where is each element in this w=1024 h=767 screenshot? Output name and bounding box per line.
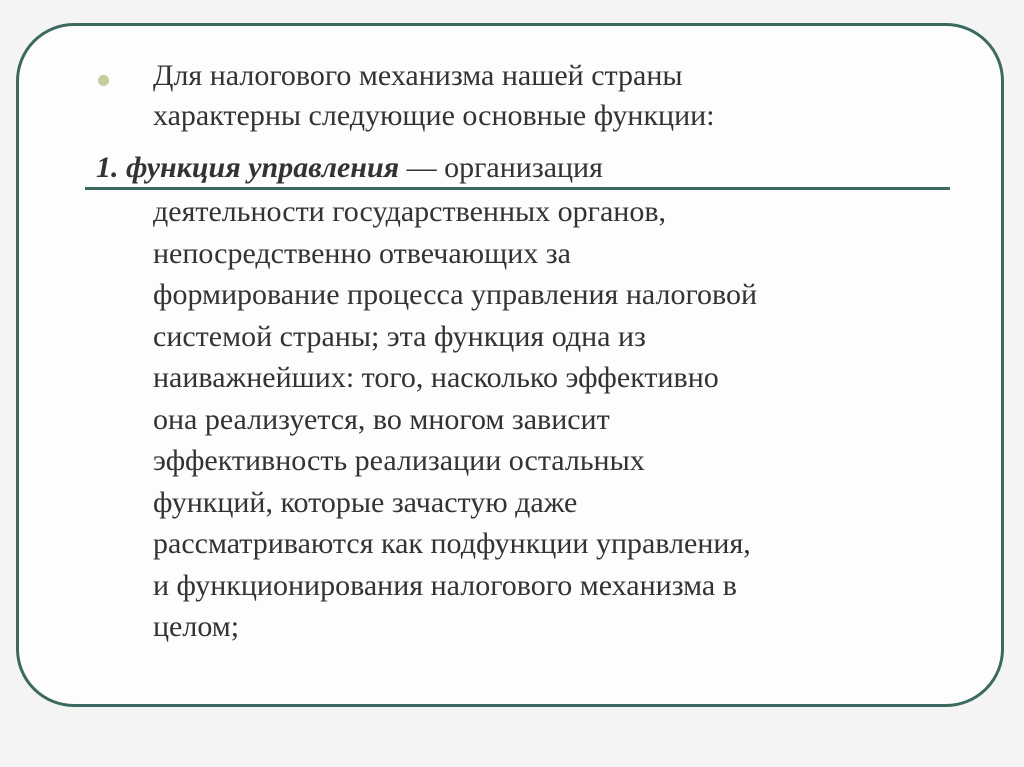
body-line: формирование процесса управления налоговой xyxy=(153,278,758,311)
heading-title: функция управления xyxy=(126,151,400,184)
body-line: рассматриваются как подфункции управления, xyxy=(153,527,751,560)
heading-number: 1. xyxy=(96,151,119,184)
round-bullet-icon xyxy=(98,75,109,86)
function-heading xyxy=(96,148,956,188)
body-line: она реализуется, во многом зависит xyxy=(153,402,610,436)
intro-paragraph xyxy=(153,56,953,136)
intro-line-1: Для налогового механизма нашей страны xyxy=(153,59,683,92)
body-line: непосредственно отвечающих за xyxy=(153,236,571,270)
body-line: функций, которые зачастую даже xyxy=(153,485,578,519)
body-line: эффективность реализации остальных xyxy=(153,444,645,477)
body-line: системой страны; эта функция одна из xyxy=(153,319,646,353)
body-line: и функционирования налогового механизма в xyxy=(153,568,737,602)
heading-rest: — организация xyxy=(406,151,603,184)
body-line: целом; xyxy=(153,610,240,643)
body-line: наиважнейших: того, насколько эффективно xyxy=(153,361,719,394)
body-line: деятельности государственных органов, xyxy=(153,195,666,228)
divider-line xyxy=(85,187,950,190)
function-description xyxy=(153,191,953,648)
intro-line-2: характерны следующие основные функции: xyxy=(153,99,715,132)
